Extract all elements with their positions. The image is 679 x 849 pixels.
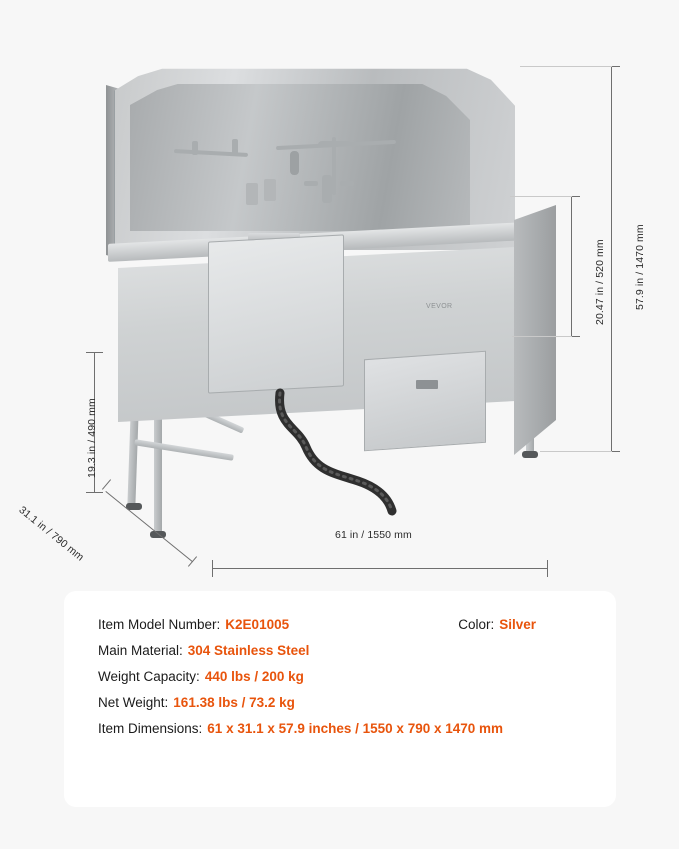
dimension-label-overall-depth: 31.1 in / 790 mm <box>16 504 87 564</box>
specifications-card <box>64 591 616 807</box>
dimension-label-tub-depth: 20.47 in / 520 mm <box>594 239 606 325</box>
valve-left <box>246 183 258 205</box>
dimension-label-overall-height: 57.9 in / 1470 mm <box>634 224 646 310</box>
drain-hose <box>272 385 402 520</box>
handle-cold <box>340 181 354 186</box>
foot-right <box>522 451 538 458</box>
spec-value-item-dimensions: 61 x 31.1 x 57.9 inches / 1550 x 790 x 1470 mm <box>207 721 504 736</box>
guide-line-right-top <box>520 66 612 67</box>
sprayer-holder <box>264 179 276 201</box>
spec-value-main-material: 304 Stainless Steel <box>187 643 310 658</box>
dimension-line-overall-width <box>212 568 548 569</box>
access-door <box>208 234 344 393</box>
drawer-handle <box>416 380 438 389</box>
spec-row-item-dimensions <box>98 721 592 736</box>
spec-label-color: Color: <box>458 617 495 632</box>
spec-value-net-weight: 161.38 lbs / 73.2 kg <box>173 695 295 710</box>
arm-bracket-right <box>232 139 238 155</box>
spec-label-model-number: Item Model Number: <box>98 617 221 632</box>
spec-label-main-material: Main Material: <box>98 643 183 658</box>
crossbar-lower <box>134 439 234 461</box>
spec-row-main-material <box>98 643 592 658</box>
dimension-tick-leg-bottom <box>86 492 103 493</box>
spec-group-color <box>458 617 592 632</box>
specifications-list <box>98 617 592 747</box>
guide-line-tub-bottom <box>512 336 572 337</box>
spec-label-weight-capacity: Weight Capacity: <box>98 669 200 684</box>
faucet-spout <box>318 141 352 145</box>
brand-logo: VEVOR <box>426 303 453 310</box>
handle-hot <box>304 181 318 186</box>
arm-bracket-left <box>192 141 198 155</box>
faucet-riser <box>332 137 336 195</box>
grooming-tub-drawing <box>96 55 566 525</box>
spec-label-net-weight: Net Weight: <box>98 695 169 710</box>
dimension-tick-leg-top <box>86 352 103 353</box>
spec-row-model-number <box>98 617 592 632</box>
dimension-label-leg-height: 19.3 in / 490 mm <box>86 398 98 478</box>
spec-label-item-dimensions: Item Dimensions: <box>98 721 203 736</box>
spec-value-model-number: K2E01005 <box>225 617 290 632</box>
faucet-body <box>322 175 332 203</box>
tub-right-panel <box>514 205 556 455</box>
dimension-line-overall-height <box>611 66 612 451</box>
guide-line-tub-top <box>510 196 572 197</box>
sprayer-head <box>290 151 299 175</box>
dimension-tick-width-right <box>547 560 548 577</box>
spec-row-net-weight <box>98 695 592 710</box>
dimension-label-overall-width: 61 in / 1550 mm <box>335 529 412 541</box>
dimension-tick-width-left <box>212 560 213 577</box>
guide-line-right-bottom <box>540 451 612 452</box>
spec-row-weight-capacity <box>98 669 592 684</box>
spec-value-color: Silver <box>499 617 536 632</box>
spec-value-weight-capacity: 440 lbs / 200 kg <box>204 669 304 684</box>
dimension-line-tub-depth <box>571 196 572 336</box>
backsplash-inner-panel <box>130 81 470 231</box>
